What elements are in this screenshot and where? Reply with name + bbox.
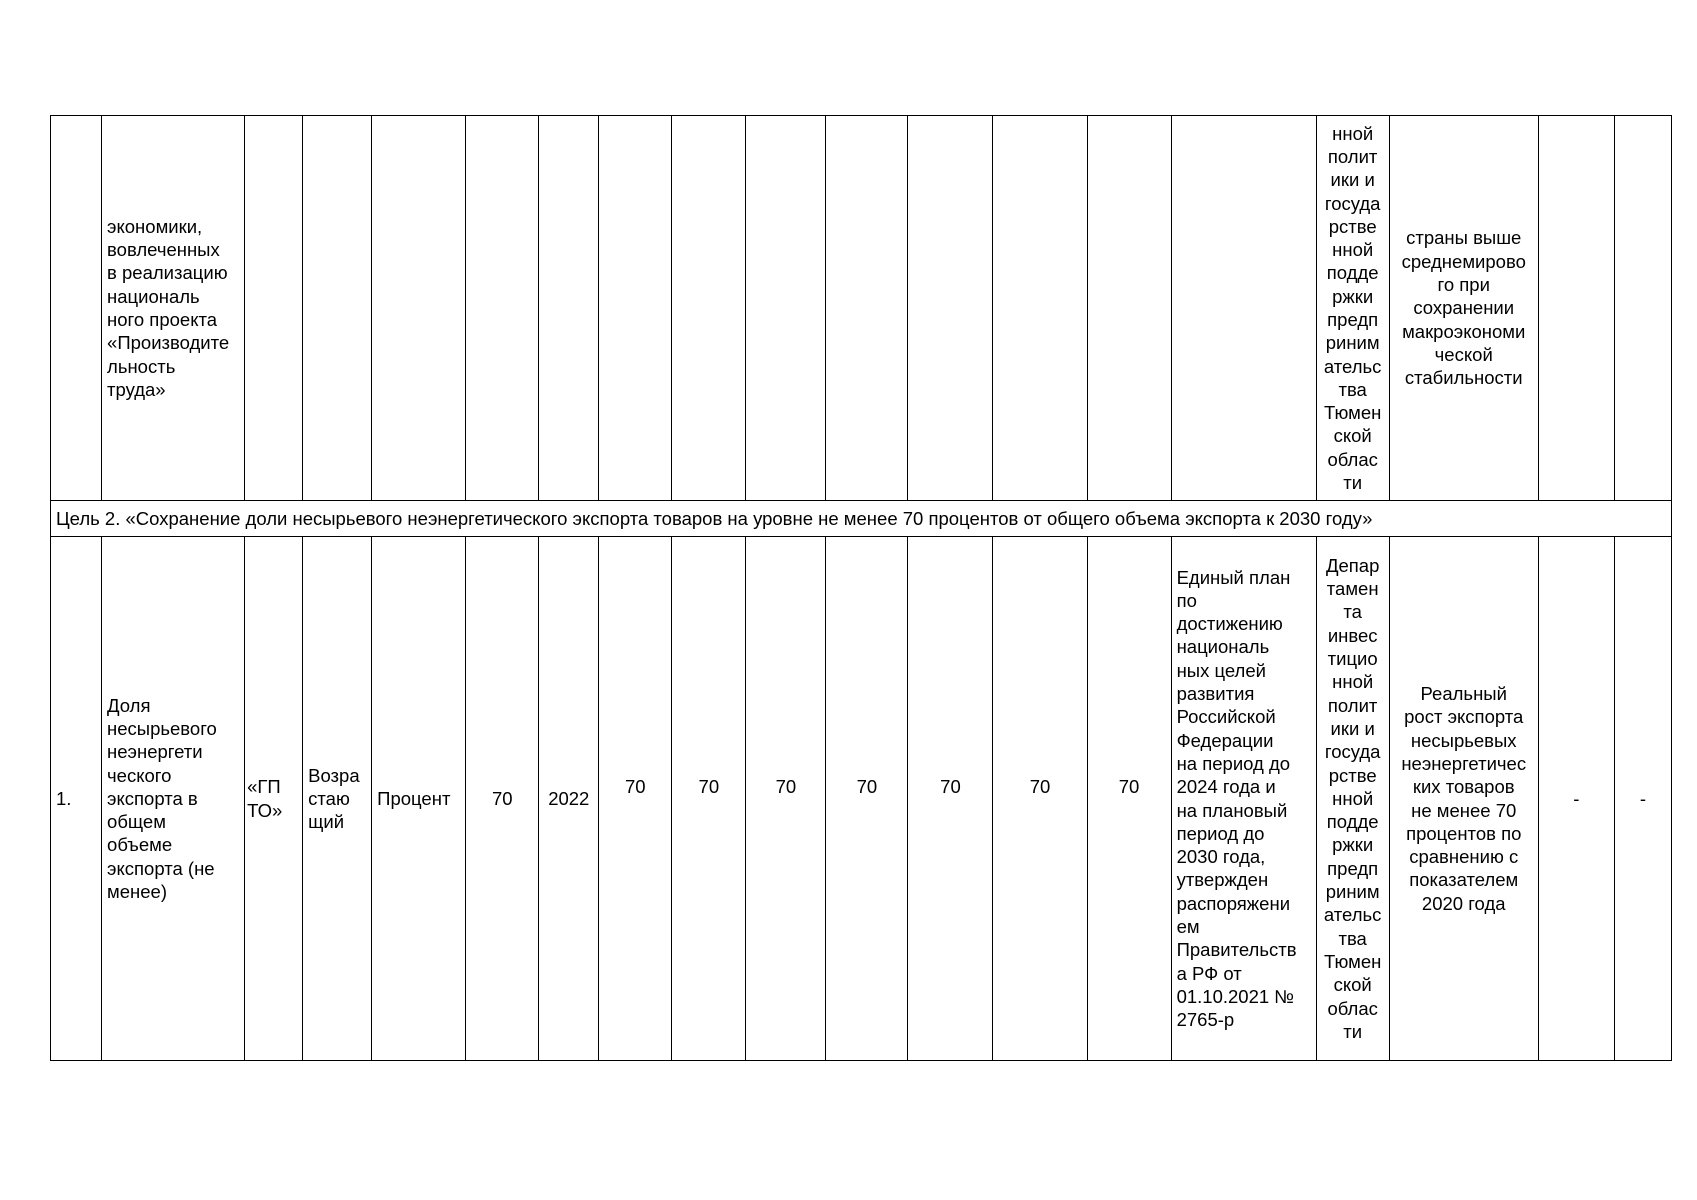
cell-year-7: 70 — [1087, 537, 1171, 1061]
cell-number: 1. — [51, 537, 102, 1061]
cell-year-1: 70 — [599, 537, 672, 1061]
cell-year-6: 70 — [993, 537, 1087, 1061]
cell-base-year — [539, 116, 599, 501]
cell-year-3: 70 — [746, 537, 826, 1061]
indicators-table — [50, 115, 1672, 1061]
cell-linkage: страны выше среднемирово го при сохранении макроэкономи ческой стабильности — [1389, 116, 1538, 501]
cell-year-7 — [1087, 116, 1171, 501]
cell-base-value: 70 — [466, 537, 539, 1061]
cell-number — [51, 116, 102, 501]
cell-year-3 — [746, 116, 826, 501]
cell-year-1 — [599, 116, 672, 501]
cell-year-6 — [993, 116, 1087, 501]
cell-col-17 — [1538, 116, 1614, 501]
cell-unit — [372, 116, 466, 501]
cell-document: Единый план по достижению националь ных целей развития Российской Федерации на период до 2024 года и на плановый период до 2030 года, утвержден распоряжени ем Правительств а РФ от 01.10.2021 № 2765-р — [1171, 537, 1316, 1061]
cell-year-4: 70 — [826, 537, 908, 1061]
cell-indicator-name: Доля несырьевого неэнергети ческого экспорта в общем объеме экспорта (не менее) — [102, 537, 245, 1061]
cell-base-year: 2022 — [539, 537, 599, 1061]
cell-year-5: 70 — [908, 537, 993, 1061]
cell-level — [245, 116, 303, 501]
cell-indicator-name: экономики, вовлеченных в реализацию националь ного проекта «Производите льность труда» — [102, 116, 245, 501]
indicator-row — [51, 537, 1672, 1061]
goal-2-heading: Цель 2. «Сохранение доли несырьевого неэнергетического экспорта товаров на уровне не менее 70 процентов от общего объема экспорта к 2030 году» — [51, 501, 1672, 537]
cell-year-2: 70 — [672, 537, 746, 1061]
cell-unit: Процент — [372, 537, 466, 1061]
cell-trend: Возра стаю щий — [303, 537, 372, 1061]
cell-linkage: Реальный рост экспорта несырьевых неэнергетичес ких товаров не менее 70 процентов по сравнению с показателем 2020 года — [1389, 537, 1538, 1061]
cell-trend — [303, 116, 372, 501]
cell-year-5 — [908, 116, 993, 501]
cell-level: «ГП ТО» — [245, 537, 303, 1061]
continued-row — [51, 116, 1672, 501]
cell-col-18: - — [1614, 537, 1671, 1061]
cell-year-2 — [672, 116, 746, 501]
cell-base-value — [466, 116, 539, 501]
cell-responsible: Депар тамен та инвес тицио нной полит ики и госуда рстве нной подде ржки предп риним ательс тва Тюмен ской облас ти — [1316, 537, 1389, 1061]
cell-col-18 — [1614, 116, 1671, 501]
cell-col-17: - — [1538, 537, 1614, 1061]
cell-year-4 — [826, 116, 908, 501]
cell-responsible: нной полит ики и госуда рстве нной подде ржки предп риним ательс тва Тюмен ской облас ти — [1316, 116, 1389, 501]
goal-row — [51, 501, 1672, 537]
cell-document — [1171, 116, 1316, 501]
